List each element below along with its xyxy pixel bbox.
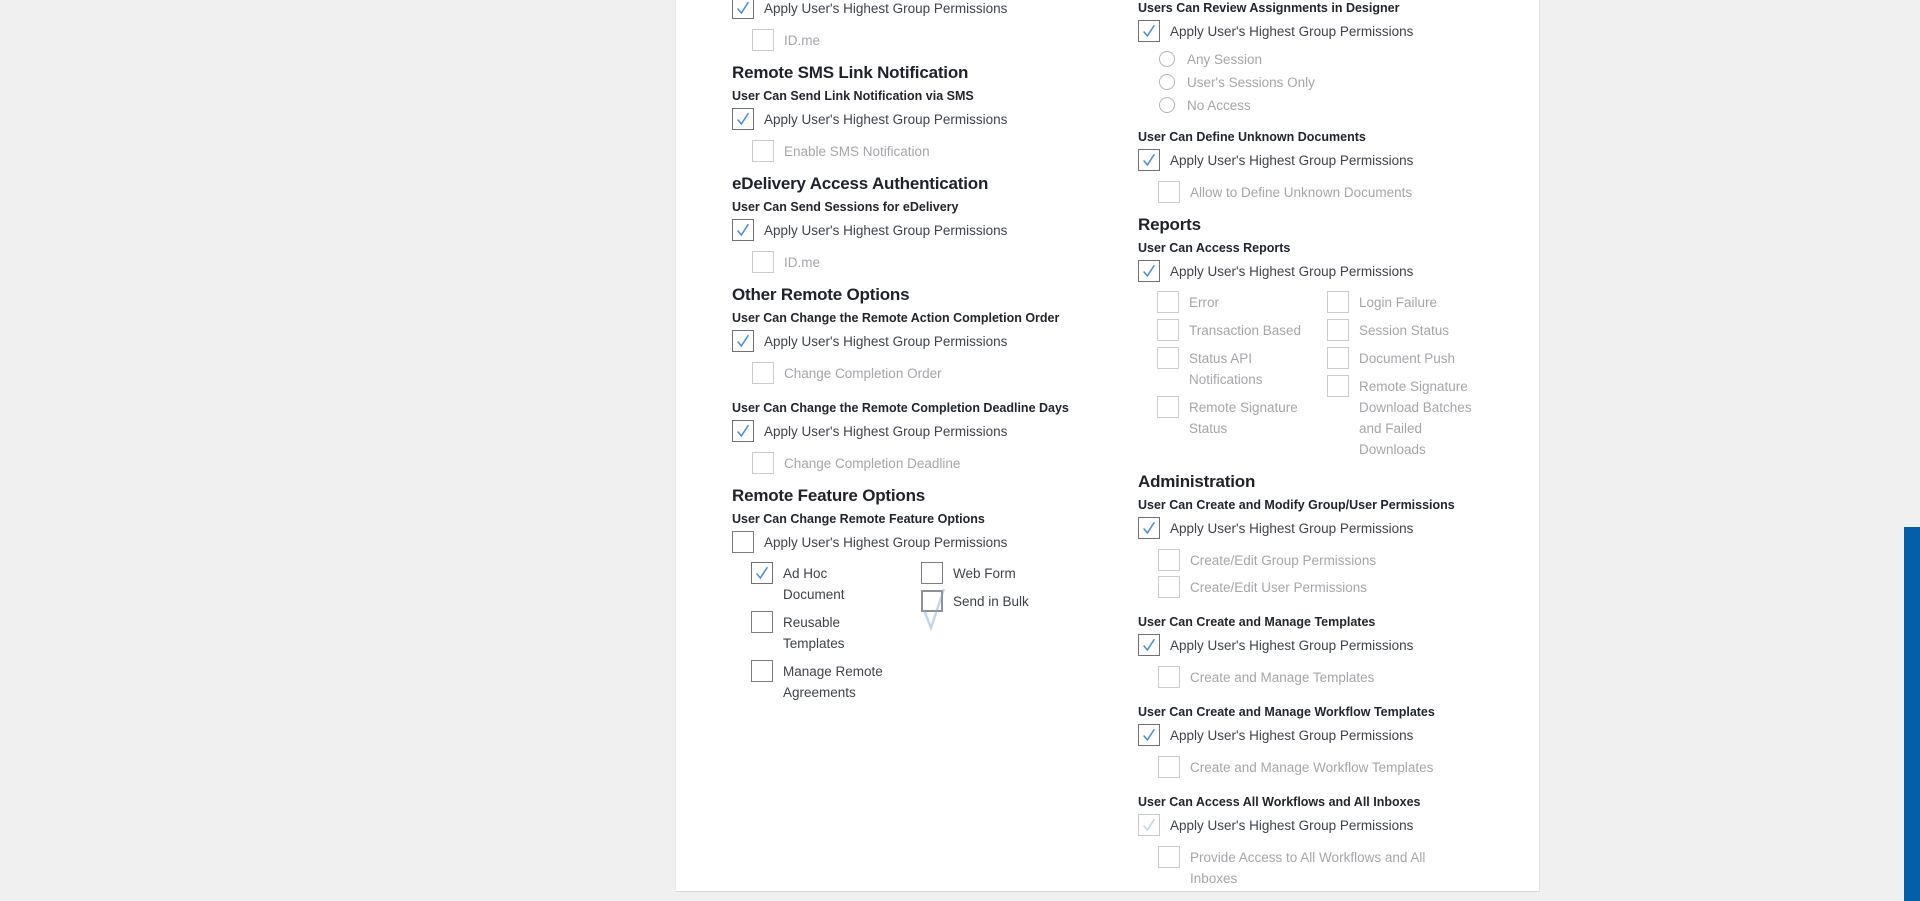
checkbox-row — [752, 251, 1130, 273]
check-icon — [753, 564, 771, 582]
checkbox-label: Transaction Based — [1189, 323, 1302, 338]
checkbox-label: Apply User's Highest Group Permissions — [1170, 728, 1414, 743]
checkbox-row — [1327, 291, 1497, 313]
section-heading-administration: Administration — [1138, 472, 1256, 491]
checkbox-row — [1138, 517, 1538, 539]
checkbox-label: Ad Hoc Document — [783, 566, 845, 602]
checkbox-row — [1138, 20, 1538, 42]
checkbox-apply-user-s-highest-group-permissions[interactable] — [1138, 149, 1160, 171]
checkbox-label: Apply User's Highest Group Permissions — [764, 334, 1008, 349]
subheading-user-can-send-link-notification-via-sms: User Can Send Link Notification via SMS — [732, 89, 974, 103]
side-tab[interactable] — [1904, 527, 1920, 901]
checkbox-row — [1158, 576, 1538, 598]
checkbox-row — [1158, 666, 1538, 688]
checkbox-label: Apply User's Highest Group Permissions — [764, 112, 1008, 127]
checkbox-row — [1157, 396, 1327, 439]
subheading-user-can-create-and-modify-group-user-permission: User Can Create and Modify Group/User Permissions — [1138, 498, 1455, 512]
checkbox-label: Reusable Templates — [783, 615, 845, 651]
checkbox-error — [1157, 291, 1179, 313]
checkbox-label: Remote Signature Status — [1189, 400, 1298, 436]
checkbox-row — [1157, 319, 1327, 341]
checkbox-row — [752, 29, 1130, 51]
checkbox-apply-user-s-highest-group-permissions[interactable] — [1138, 517, 1160, 539]
checkbox-manage-remote-agreements[interactable] — [751, 660, 773, 682]
checkbox-apply-user-s-highest-group-permissions[interactable] — [1138, 260, 1160, 282]
checkbox-web-form[interactable] — [921, 562, 943, 584]
subheading-users-can-review-assignments-in-designer: Users Can Review Assignments in Designer — [1138, 1, 1400, 15]
radio-row — [1159, 51, 1538, 67]
checkbox-label: Error — [1189, 295, 1219, 310]
checkbox-session-status — [1327, 319, 1349, 341]
section-heading-edelivery-access-authentication: eDelivery Access Authentication — [732, 174, 989, 193]
checkbox-apply-user-s-highest-group-permissions[interactable] — [732, 531, 754, 553]
checkbox-label: Apply User's Highest Group Permissions — [764, 1, 1008, 16]
checkbox-label: Change Completion Order — [784, 366, 942, 381]
subheading-user-can-access-reports: User Can Access Reports — [1138, 241, 1291, 255]
check-icon — [734, 332, 752, 350]
check-icon — [734, 110, 752, 128]
subheading-user-can-access-all-workflows-and-all-inboxes: User Can Access All Workflows and All Inboxes — [1138, 795, 1421, 809]
checkbox-label: Apply User's Highest Group Permissions — [1170, 521, 1414, 536]
grid-column — [751, 562, 921, 703]
checkbox-apply-user-s-highest-group-permissions[interactable] — [732, 219, 754, 241]
checkbox-label: Enable SMS Notification — [784, 144, 930, 159]
checkbox-label: ID.me — [784, 255, 821, 270]
radio-label: No Access — [1187, 97, 1251, 113]
checkbox-apply-user-s-highest-group-permissions[interactable] — [1138, 724, 1160, 746]
checkbox-apply-user-s-highest-group-permissions[interactable] — [1138, 20, 1160, 42]
checkbox-row — [752, 362, 1130, 384]
checkbox-row — [751, 660, 921, 703]
checkbox-apply-user-s-highest-group-permissions[interactable] — [732, 420, 754, 442]
check-icon — [1140, 816, 1158, 834]
checkbox-apply-user-s-highest-group-permissions[interactable] — [1138, 634, 1160, 656]
checkbox-enable-sms-notification — [752, 140, 774, 162]
subheading-user-can-change-the-remote-action-completion-ord: User Can Change the Remote Action Completion Order — [732, 311, 1060, 325]
checkbox-label: Remote Signature Download Batches and Failed Downloads — [1359, 379, 1472, 457]
checkbox-label: Web Form — [953, 566, 1016, 581]
checkbox-label: Change Completion Deadline — [784, 456, 961, 471]
checkbox-transaction-based — [1157, 319, 1179, 341]
check-icon — [1140, 726, 1158, 744]
grid-column — [1157, 291, 1327, 460]
radio-any-session — [1159, 51, 1175, 67]
checkbox-row — [732, 420, 1130, 442]
checkbox-allow-to-define-unknown-documents — [1158, 181, 1180, 203]
check-icon — [1140, 22, 1158, 40]
checkbox-row — [732, 0, 1130, 19]
radio-row — [1159, 97, 1538, 113]
checkbox-grid — [751, 562, 1130, 703]
checkbox-label: Status API Notifications — [1189, 351, 1263, 387]
checkbox-row — [1157, 291, 1327, 313]
checkbox-row — [751, 611, 921, 654]
checkbox-apply-user-s-highest-group-permissions[interactable] — [732, 108, 754, 130]
checkbox-reusable-templates[interactable] — [751, 611, 773, 633]
checkbox-row — [1138, 260, 1538, 282]
right-column — [1138, 0, 1538, 889]
checkbox-create-and-manage-templates — [1158, 666, 1180, 688]
checkbox-row — [732, 108, 1130, 130]
radio-no-access — [1159, 97, 1175, 113]
section-heading-other-remote-options: Other Remote Options — [732, 285, 910, 304]
checkbox-create-edit-group-permissions — [1158, 549, 1180, 571]
subheading-user-can-create-and-manage-templates: User Can Create and Manage Templates — [1138, 615, 1376, 629]
checkbox-row — [1138, 634, 1538, 656]
subheading-user-can-define-unknown-documents: User Can Define Unknown Documents — [1138, 130, 1366, 144]
checkbox-apply-user-s-highest-group-permissions[interactable] — [732, 330, 754, 352]
checkbox-ad-hoc-document[interactable] — [751, 562, 773, 584]
checkbox-row — [1158, 549, 1538, 571]
radio-user-s-sessions-only — [1159, 74, 1175, 90]
subheading-user-can-change-the-remote-completion-deadline-d: User Can Change the Remote Completion Deadline Days — [732, 401, 1069, 415]
check-animation-icon — [920, 585, 947, 632]
checkbox-row — [1327, 319, 1497, 341]
checkbox-label: Create/Edit Group Permissions — [1190, 553, 1377, 568]
checkbox-label: Apply User's Highest Group Permissions — [764, 424, 1008, 439]
checkbox-label: Apply User's Highest Group Permissions — [764, 223, 1008, 238]
checkbox-label: Apply User's Highest Group Permissions — [764, 535, 1008, 550]
checkbox-row — [732, 219, 1130, 241]
check-icon — [1140, 262, 1158, 280]
checkbox-label: Apply User's Highest Group Permissions — [1170, 264, 1414, 279]
checkbox-row — [732, 531, 1130, 553]
checkbox-label: Document Push — [1359, 351, 1456, 366]
section-heading-remote-feature-options: Remote Feature Options — [732, 486, 926, 505]
checkbox-row — [1327, 347, 1497, 369]
checkbox-remote-signature-status — [1157, 396, 1179, 418]
left-column — [732, 0, 1130, 703]
checkbox-row — [752, 140, 1130, 162]
checkbox-row — [751, 562, 921, 605]
check-icon — [1140, 151, 1158, 169]
checkbox-send-in-bulk[interactable] — [921, 590, 943, 612]
radio-row — [1159, 74, 1538, 90]
checkbox-document-push — [1327, 347, 1349, 369]
checkbox-create-edit-user-permissions — [1158, 576, 1180, 598]
check-icon — [734, 422, 752, 440]
subheading-user-can-send-sessions-for-edelivery: User Can Send Sessions for eDelivery — [732, 200, 959, 214]
checkbox-label: Apply User's Highest Group Permissions — [1170, 818, 1414, 833]
grid-column — [921, 562, 1091, 703]
checkbox-row — [1158, 181, 1538, 203]
checkbox-login-failure — [1327, 291, 1349, 313]
checkbox-label: Allow to Define Unknown Documents — [1190, 185, 1413, 200]
checkbox-row — [1138, 149, 1538, 171]
checkbox-label: Create/Edit User Permissions — [1190, 580, 1368, 595]
checkbox-row — [1138, 814, 1538, 836]
checkbox-row — [1158, 756, 1538, 778]
checkbox-label: Send in Bulk — [953, 594, 1029, 609]
checkbox-row — [1157, 347, 1327, 390]
checkbox-row — [1158, 846, 1538, 889]
check-icon — [1140, 519, 1158, 537]
checkbox-label: Manage Remote Agreements — [783, 664, 883, 700]
checkbox-change-completion-order — [752, 362, 774, 384]
checkbox-row — [1327, 375, 1497, 460]
checkbox-create-and-manage-workflow-templates — [1158, 756, 1180, 778]
check-icon — [1140, 636, 1158, 654]
radio-label: Any Session — [1187, 51, 1263, 67]
checkbox-label: Apply User's Highest Group Permissions — [1170, 153, 1414, 168]
check-icon — [734, 221, 752, 239]
checkbox-apply-user-s-highest-group-permissions[interactable] — [732, 0, 754, 19]
checkbox-label: Create and Manage Workflow Templates — [1190, 760, 1434, 775]
grid-column — [1327, 291, 1497, 460]
checkbox-label: Provide Access to All Workflows and All Inboxes — [1190, 850, 1426, 886]
checkbox-apply-user-s-highest-group-permissions — [1138, 814, 1160, 836]
checkbox-grid — [1157, 291, 1538, 460]
checkbox-label: ID.me — [784, 33, 821, 48]
checkbox-label: Login Failure — [1359, 295, 1438, 310]
section-heading-remote-sms-link-notification: Remote SMS Link Notification — [732, 63, 969, 82]
subheading-user-can-change-remote-feature-options: User Can Change Remote Feature Options — [732, 512, 985, 526]
checkbox-label: Apply User's Highest Group Permissions — [1170, 638, 1414, 653]
checkbox-provide-access-to-all-workflows-and-all-inboxes — [1158, 846, 1180, 868]
checkbox-label: Apply User's Highest Group Permissions — [1170, 24, 1414, 39]
checkbox-remote-signature-download-batches-and-failed-dow — [1327, 375, 1349, 397]
radio-label: User's Sessions Only — [1187, 74, 1315, 90]
section-heading-reports: Reports — [1138, 215, 1201, 234]
checkbox-id-me — [752, 251, 774, 273]
checkbox-row — [921, 562, 1091, 584]
check-icon — [734, 0, 752, 17]
checkbox-label: Session Status — [1359, 323, 1450, 338]
checkbox-status-api-notifications — [1157, 347, 1179, 369]
checkbox-row — [1138, 724, 1538, 746]
subheading-user-can-create-and-manage-workflow-templates: User Can Create and Manage Workflow Templates — [1138, 705, 1435, 719]
checkbox-label: Create and Manage Templates — [1190, 670, 1375, 685]
checkbox-row — [752, 452, 1130, 474]
checkbox-row — [921, 590, 1091, 612]
checkbox-id-me — [752, 29, 774, 51]
permissions-panel — [675, 0, 1540, 892]
checkbox-change-completion-deadline — [752, 452, 774, 474]
checkbox-row — [732, 330, 1130, 352]
